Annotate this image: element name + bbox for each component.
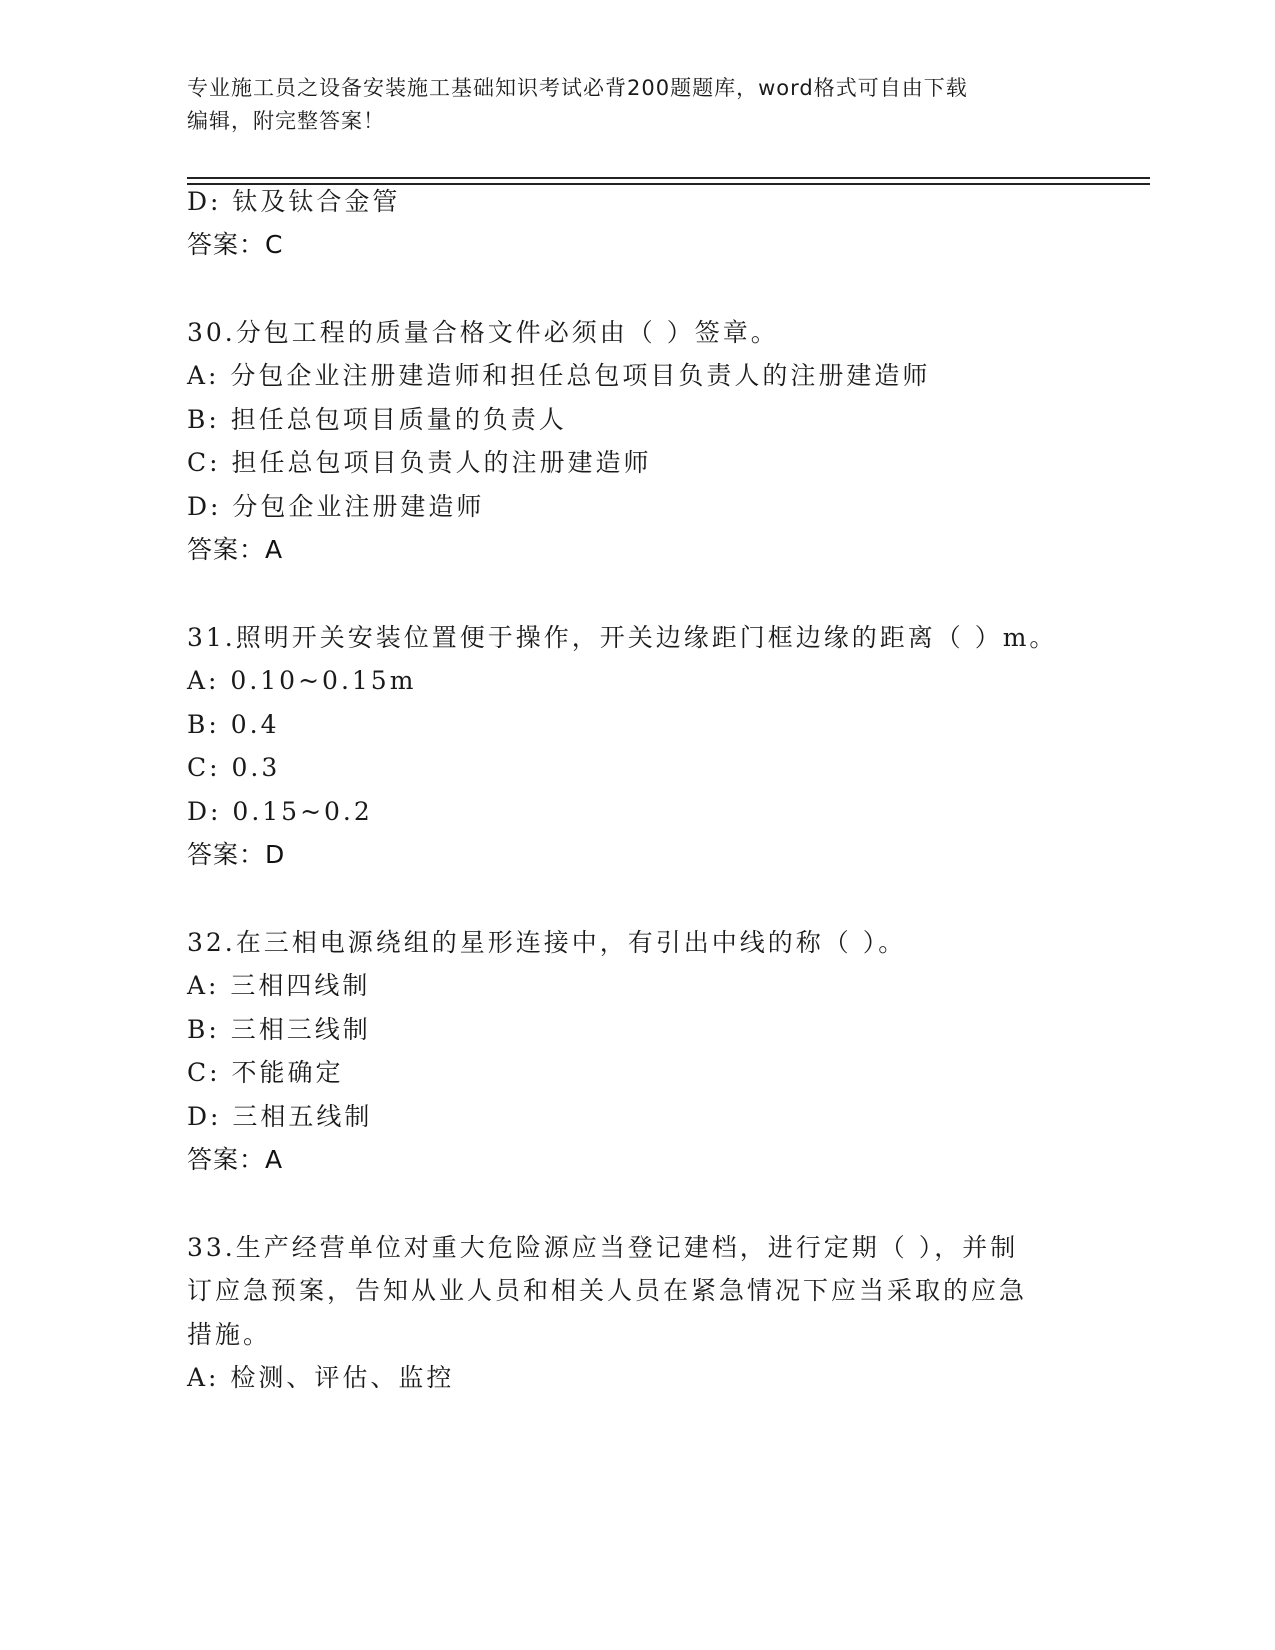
prev-option-d: D: 钛及钛合金管 [187, 187, 401, 216]
q32-option-c: C: 不能确定 [187, 1058, 344, 1087]
q33-stem-line-1: 33.生产经营单位对重大危险源应当登记建档，进行定期（ ），并制 [187, 1233, 1019, 1262]
q30-option-c: C: 担任总包项目负责人的注册建造师 [187, 448, 652, 477]
header-title-line-2: 编辑，附完整答案！ [187, 109, 385, 133]
q31-answer: 答案：D [187, 840, 286, 869]
prev-answer: 答案：C [187, 230, 284, 259]
document-header [187, 72, 1067, 138]
q32-option-d: D: 三相五线制 [187, 1102, 373, 1131]
q31-option-a: A: 0.10~0.15m [187, 666, 417, 695]
q33-stem-line-3: 措施。 [187, 1320, 272, 1349]
q31-option-c: C: 0.3 [187, 753, 281, 782]
q30-option-b: B: 担任总包项目质量的负责人 [187, 405, 567, 434]
q32-option-a: A: 三相四线制 [187, 971, 371, 1000]
q33-stem-line-2: 订应急预案，告知从业人员和相关人员在紧急情况下应当采取的应急 [187, 1276, 1028, 1305]
q31-option-b: B: 0.4 [187, 710, 280, 739]
q30-stem: 30.分包工程的质量合格文件必须由（ ）签章。 [187, 318, 779, 347]
q33-option-a: A: 检测、评估、监控 [187, 1363, 455, 1392]
q31-stem: 31.照明开关安装位置便于操作，开关边缘距门框边缘的距离（ ）m。 [187, 623, 1058, 652]
q32-answer: 答案：A [187, 1145, 284, 1174]
q30-answer: 答案：A [187, 535, 284, 564]
header-divider-top [187, 177, 1150, 179]
q30-option-a: A: 分包企业注册建造师和担任总包项目负责人的注册建造师 [187, 361, 931, 390]
q32-stem: 32.在三相电源绕组的星形连接中，有引出中线的称（ ）。 [187, 928, 907, 957]
header-title-line-1: 专业施工员之设备安装施工基础知识考试必背200题题库，word格式可自由下载 [187, 76, 968, 100]
q30-option-d: D: 分包企业注册建造师 [187, 492, 485, 521]
q31-option-d: D: 0.15~0.2 [187, 797, 373, 826]
q32-option-b: B: 三相三线制 [187, 1015, 371, 1044]
